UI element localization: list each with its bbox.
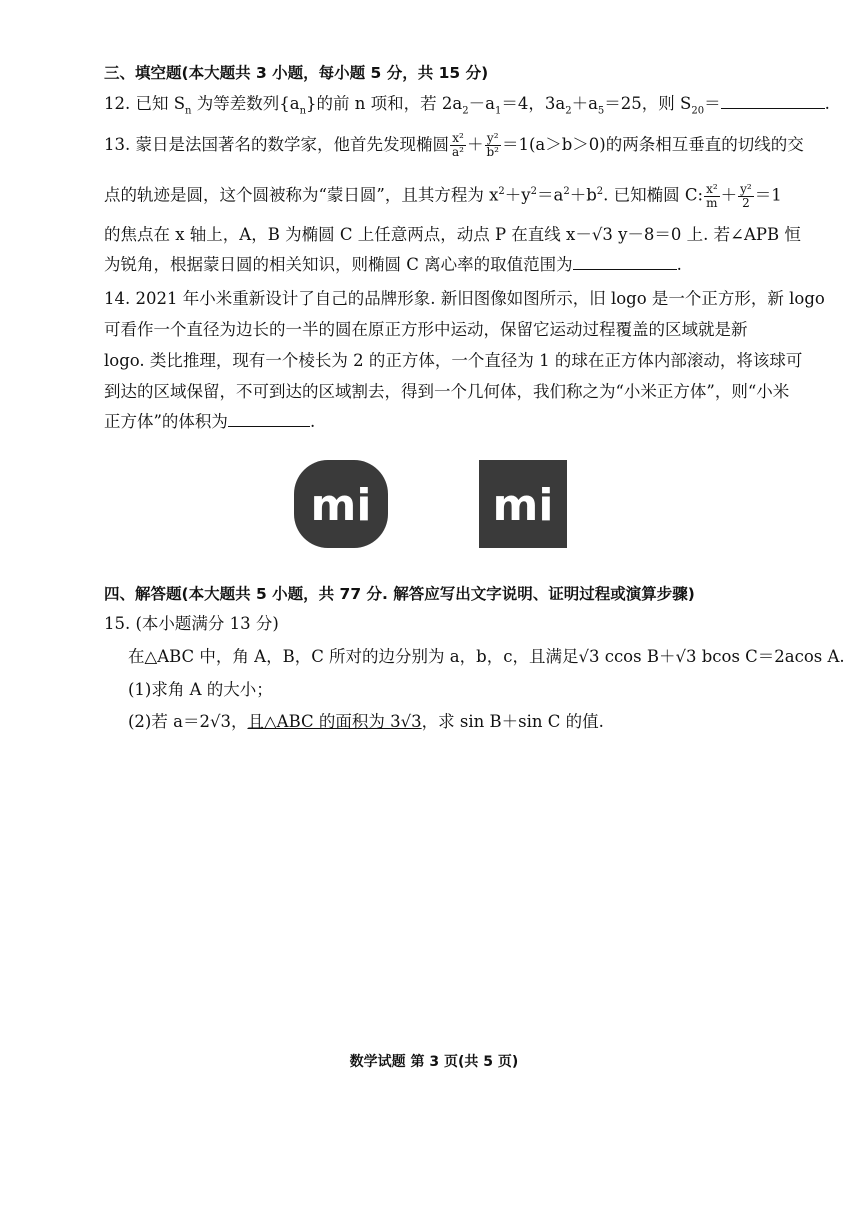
question-14-line4: 到达的区域保留，不可到达的区域割去，得到一个几何体，我们称之为“小米正方体”，则“小米: [104, 382, 790, 401]
old-mi-logo: [477, 458, 569, 550]
q12-end: .: [824, 94, 830, 113]
q12-part: ＝: [704, 94, 721, 113]
fraction-y2-2: $\frac{\text{y²}}{2}$: [740, 181, 752, 210]
q12-part: －a: [468, 94, 495, 113]
q12-part: ＋a: [571, 94, 598, 113]
q13-text: ＝1: [754, 185, 782, 205]
page-footer: 数学试题 第 3 页(共 5 页): [349, 1054, 519, 1070]
fraction-x2-m: $\frac{\text{x²}}{m}$: [706, 181, 718, 210]
q12-part: ＝4，3a: [501, 94, 566, 113]
q13-text: 13. 蒙日是法国著名的数学家，他首先发现椭圆: [104, 135, 449, 154]
q12-part: ＝25，则 S: [604, 94, 692, 113]
question-13-line1: 13. 蒙日是法国著名的数学家，他首先发现椭圆 $\frac{\text{x²}}{\text{a²}}$ ＋ $\frac{\text{y²}}{\text{b²}}$ ＝1(a＞b＞0)的两条相互垂直的切线的交: [104, 131, 804, 159]
new-logo-text: mi: [310, 480, 372, 531]
q13-text: . 已知椭圆 C:: [603, 185, 704, 205]
new-mi-logo: [292, 458, 390, 550]
q13-text: ＝a: [537, 185, 564, 205]
question-13-line2: 点的轨迹是圆，这个圆被称为“蒙日圆”，且其方程为 $x^2+y^2=a^2+b^2$. 已知椭圆 C: $\frac{\text{x²}}{m}$ ＋ $\frac{\text{y²}}{2}$ ＝1: [104, 181, 782, 210]
question-15-title: 15. (本小题满分 13 分): [104, 614, 279, 633]
question-14-line1: 14. 2021 年小米重新设计了自己的品牌形象. 新旧图像如图所示，旧 logo 是一个正方形，新 logo: [104, 289, 825, 308]
question-14-line2: 可看作一个直径为边长的一半的圆在原正方形中运动，保留它运动过程覆盖的区域就是新: [104, 320, 748, 339]
section4-heading: 四、解答题(本大题共 5 小题，共 77 分. 解答应写出文字说明、证明过程或演算步骤): [104, 585, 695, 603]
answer-blank-13[interactable]: [573, 268, 677, 270]
answer-blank-12[interactable]: [721, 107, 825, 109]
q12-part: 12. 已知 S: [104, 94, 186, 113]
question-13-line4: [104, 254, 682, 276]
q13-text: ＝1(a＞b＞0)的两条相互垂直的切线的交: [501, 135, 804, 154]
section3-heading: 三、填空题(本大题共 3 小题，每小题 5 分，共 15 分): [104, 64, 489, 82]
question-14-line3: logo. 类比推理，现有一个棱长为 2 的正方体，一个直径为 1 的球在正方体内部滚动，将该球可: [104, 351, 803, 370]
q15-text-underlined: 且△ABC 的面积为 3√3: [247, 712, 422, 731]
q14-end: .: [309, 412, 316, 431]
q13-end: .: [676, 255, 682, 274]
question-15-part1: (1)求角 A 的大小；: [128, 680, 273, 699]
question-12: 12. 已知 $S_n$ 为等差数列$\{a_n\}$的前 n 项和，若 $2a_2-a_1=4$，$3a_2+a_5=25$，则 $S_{20}=$ .: [104, 94, 830, 117]
q14-text: 正方体”的体积为: [104, 412, 228, 431]
question-15-line1: 在△ABC 中，角 A，B，C 所对的边分别为 a，b，c，且满足√3 ccos B＋√3 bcos C＝2acos A.: [128, 647, 845, 666]
fraction-x2-a2: $\frac{\text{x²}}{\text{a²}}$: [452, 131, 464, 159]
q13-text: ＋b: [569, 185, 597, 205]
old-logo-text: mi: [492, 480, 554, 531]
q13-text: 为锐角，根据蒙日圆的相关知识，则椭圆 C 离心率的取值范围为: [104, 255, 573, 274]
question-14-line5: [104, 411, 315, 433]
q13-text: ＋y: [504, 185, 531, 205]
q12-part: 为等差数列{a: [191, 94, 300, 113]
answer-blank-14[interactable]: [228, 425, 310, 427]
q12-part: }的前 n 项和，若 2a: [306, 94, 463, 113]
q15-text: (2)若 a＝2√3，: [128, 712, 248, 731]
fraction-y2-b2: $\frac{\text{y²}}{\text{b²}}$: [486, 131, 499, 159]
q13-text: 点的轨迹是圆，这个圆被称为“蒙日圆”，且其方程为 x: [104, 185, 499, 205]
question-15-part2: [128, 711, 604, 733]
q15-text: ，求 sin B＋sin C 的值.: [421, 712, 604, 731]
question-13-line3: 的焦点在 x 轴上，A，B 为椭圆 C 上任意两点，动点 P 在直线 x－√3 y－8＝0 上. 若∠APB 恒: [104, 225, 801, 244]
